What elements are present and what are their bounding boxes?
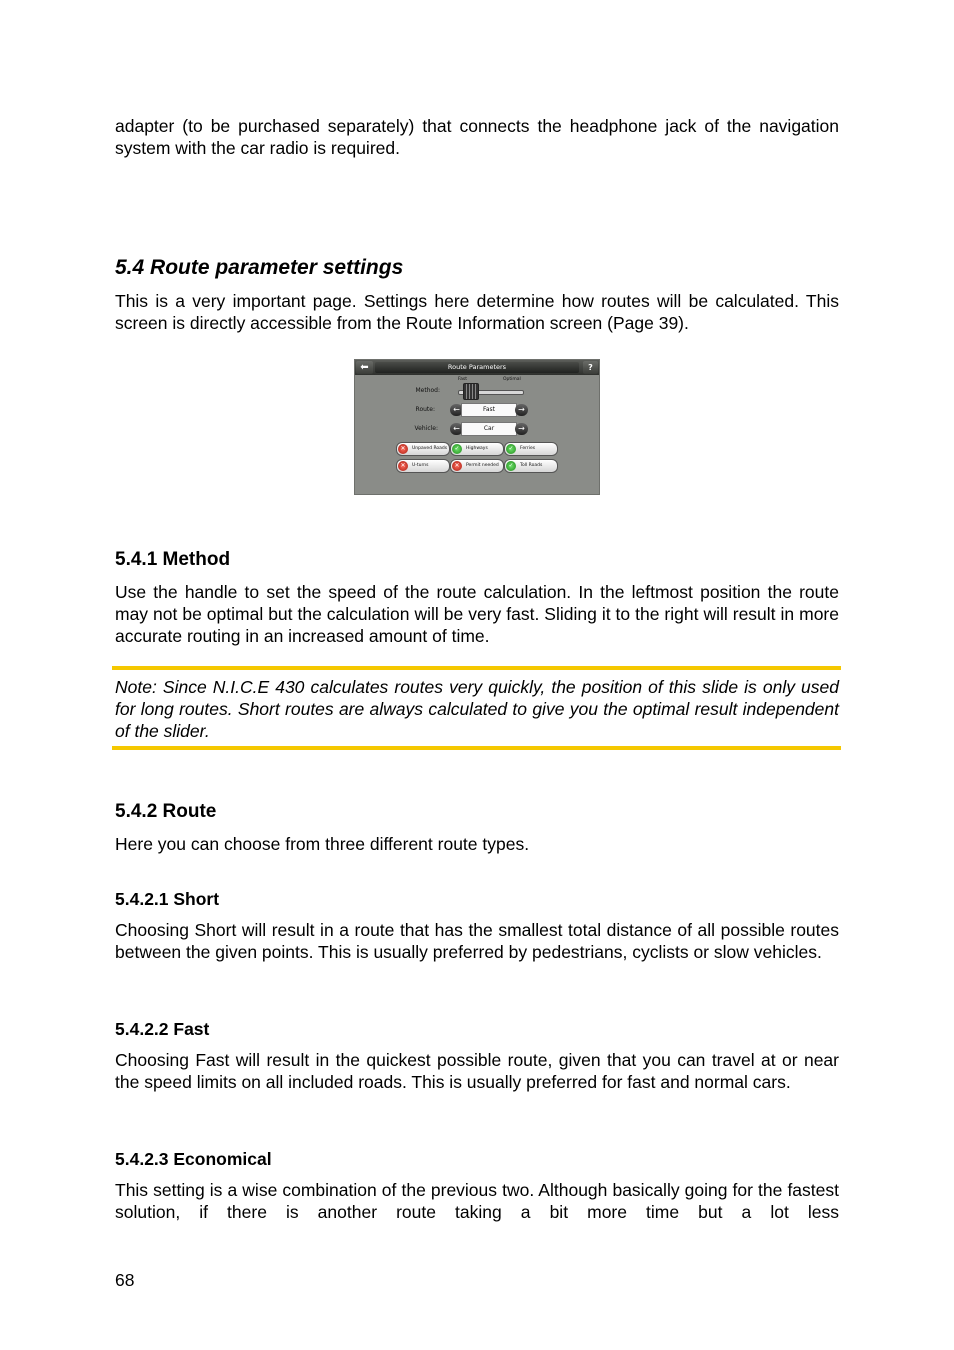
section-5-4-1-heading: 5.4.1 Method: [115, 549, 231, 570]
section-5-4-2-2-heading: 5.4.2.2 Fast: [115, 1019, 210, 1039]
cross-icon: ✕: [398, 461, 408, 471]
toggle-u-turns[interactable]: [396, 459, 450, 473]
toggle-permit-needed[interactable]: [450, 459, 504, 473]
section-5-4-1-paragraph: Use the handle to set the speed of the route calculation. In the leftmost position the route may not be optimal but the calculation will be very fast. Sliding it to the right will result in more accurate routing in an increased amount of time.: [115, 582, 839, 646]
toggle-highways[interactable]: [450, 442, 504, 456]
section-5-4-paragraph: This is a very important page. Settings here determine how routes will be calculated. This screen is directly accessible from the Route Information screen (Page 39).: [115, 291, 839, 333]
cross-icon: ✕: [398, 444, 408, 454]
section-5-4-2-heading: 5.4.2 Route: [115, 801, 217, 822]
vehicle-label: Vehicle:: [414, 425, 438, 432]
check-icon: ✓: [506, 461, 516, 471]
route-label: Route:: [415, 406, 435, 413]
slider-left-label: Fast: [458, 377, 468, 382]
vehicle-next-arrow-icon[interactable]: →: [515, 423, 528, 435]
toggle-label: Unpaved Roads: [412, 446, 448, 451]
route-parameters-screenshot: [354, 359, 600, 495]
toggle-label: Ferries: [520, 446, 536, 451]
cross-icon: ✕: [452, 461, 462, 471]
method-slider-handle[interactable]: [463, 383, 479, 400]
toggle-unpaved-roads[interactable]: [396, 442, 450, 456]
note-bottom-bar: [112, 746, 841, 750]
check-icon: ✓: [452, 444, 462, 454]
toggle-label: Toll Roads: [520, 463, 543, 468]
section-5-4-2-3-paragraph: This setting is a wise combination of the previous two. Although basically going for the fastest solution, if there is another route taking a bit more time but a lot less: [115, 1180, 839, 1222]
section-5-4-heading: 5.4 Route parameter settings: [115, 256, 404, 279]
section-5-4-2-3-heading: 5.4.2.3 Economical: [115, 1149, 272, 1169]
section-5-4-2-paragraph: Here you can choose from three different route types.: [115, 834, 530, 854]
toggle-ferries[interactable]: [504, 442, 558, 456]
slider-right-label: Optimal: [503, 377, 521, 382]
help-button[interactable]: ?: [583, 361, 598, 374]
toggle-toll-roads[interactable]: [504, 459, 558, 473]
note-text: Note: Since N.I.C.E 430 calculates routes very quickly, the position of this slide is only used for long routes. Short routes are always calculated to give you the optimal result independent of the slider.: [115, 677, 839, 741]
section-5-4-2-2-paragraph: Choosing Fast will result in the quickest possible route, given that you can travel at or near the speed limits on all included roads. This is usually preferred for fast and normal cars.: [115, 1050, 839, 1092]
toggle-label: Permit needed: [466, 463, 499, 468]
vehicle-prev-arrow-icon[interactable]: ←: [450, 423, 463, 435]
vehicle-value: Car: [461, 422, 517, 436]
toggle-label: Highways: [466, 446, 488, 451]
left-arrow-icon[interactable]: ⬅: [356, 361, 373, 374]
intro-paragraph: adapter (to be purchased separately) that connects the headphone jack of the navigation system with the car radio is required.: [115, 116, 839, 158]
route-prev-arrow-icon[interactable]: ←: [450, 404, 463, 416]
page-number: 68: [115, 1270, 135, 1290]
check-icon: ✓: [506, 444, 516, 454]
toggle-label: U-turns: [412, 463, 429, 468]
route-value: Fast: [461, 403, 517, 417]
note-top-bar: [112, 666, 841, 670]
screenshot-title: Route Parameters: [375, 362, 579, 373]
method-label: Method:: [415, 387, 440, 394]
section-5-4-2-1-paragraph: Choosing Short will result in a route that has the smallest total distance of all possible routes between the given points. This is usually preferred by pedestrians, cyclists or slow vehicles.: [115, 920, 839, 962]
route-next-arrow-icon[interactable]: →: [515, 404, 528, 416]
section-5-4-2-1-heading: 5.4.2.1 Short: [115, 889, 220, 909]
